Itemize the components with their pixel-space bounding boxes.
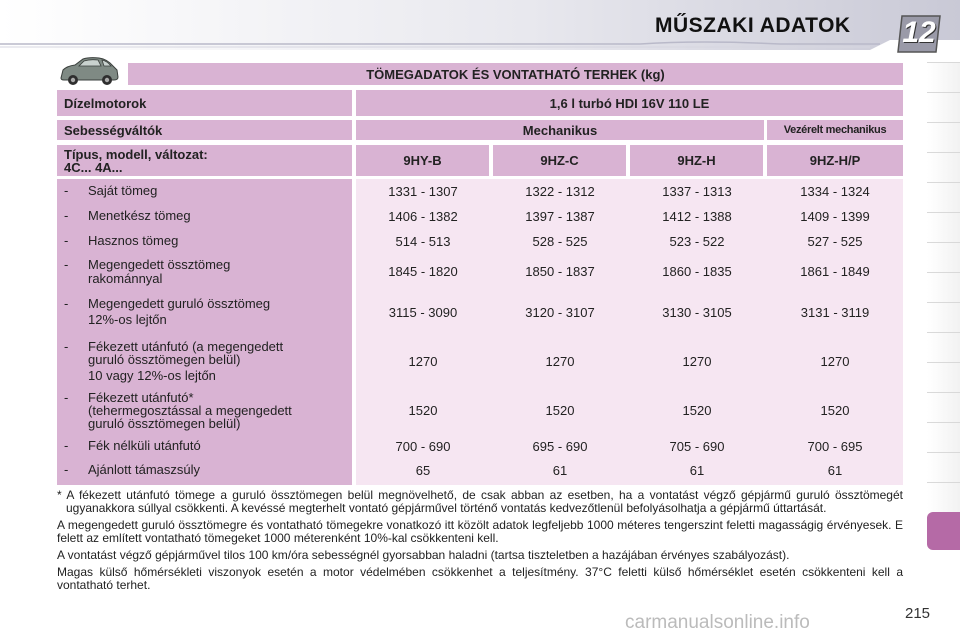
type-label-line: 4C... 4A... — [64, 159, 123, 175]
table-cell: 1520 — [545, 403, 575, 418]
table-title: TÖMEGADATOK ÉS VONTATHATÓ TERHEK (kg) — [128, 63, 903, 85]
table-cell: 65 — [415, 463, 431, 478]
footnote: Magas külső hőmérsékleti viszonyok esetén a motor védelmében csökkenhet a teljesítmény. 37°C feletti külső hőmérséklet esetén csökkenteni kell a vontatható terhet. — [57, 565, 903, 592]
side-tab[interactable] — [927, 482, 960, 512]
column-header: 9HZ-H — [630, 145, 763, 176]
side-tab-strip — [927, 62, 960, 542]
table-cell: 1412 - 1388 — [662, 209, 732, 224]
side-tab-active[interactable] — [927, 512, 960, 550]
table-cell: 514 - 513 — [395, 234, 451, 249]
table-cell: 3115 - 3090 — [388, 305, 458, 320]
side-tab[interactable] — [927, 92, 960, 122]
table-cell: 1270 — [545, 354, 575, 369]
table-cell: 3131 - 3119 — [800, 305, 870, 320]
table-cell: 1520 — [682, 403, 712, 418]
table-cell: 1322 - 1312 — [525, 184, 595, 199]
table-cell: 61 — [827, 463, 843, 478]
table-cell: 1334 - 1324 — [800, 184, 870, 199]
table-cell: 3130 - 3105 — [662, 305, 732, 320]
table-cell: 1520 — [820, 403, 850, 418]
type-label-line: Típus, modell, változat: — [64, 146, 208, 162]
table-cell: 700 - 695 — [807, 439, 863, 454]
footnotes — [57, 489, 903, 596]
table-cell: 1520 — [408, 403, 438, 418]
side-tab[interactable] — [927, 272, 960, 302]
side-tab[interactable] — [927, 452, 960, 482]
table-cell: 1337 - 1313 — [662, 184, 732, 199]
chapter-title: MŰSZAKI ADATOK — [655, 14, 851, 37]
table-cell: 1331 - 1307 — [388, 184, 458, 199]
table-cell: 695 - 690 — [532, 439, 588, 454]
table-cell: 705 - 690 — [669, 439, 725, 454]
side-tab[interactable] — [927, 62, 960, 92]
table-cell: 61 — [689, 463, 705, 478]
table-cell: 1409 - 1399 — [800, 209, 870, 224]
table-cell: 1845 - 1820 — [388, 264, 458, 279]
table-cell: 1860 - 1835 — [662, 264, 732, 279]
table-cell: 523 - 522 — [669, 234, 725, 249]
side-tab[interactable] — [927, 152, 960, 182]
engine-label: Dízelmotorok — [57, 90, 352, 116]
side-tab[interactable] — [927, 422, 960, 452]
column-header: 9HZ-C — [493, 145, 626, 176]
side-tab[interactable] — [927, 122, 960, 152]
gearbox-label: Sebességváltók — [57, 120, 352, 140]
engine-value: 1,6 l turbó HDI 16V 110 LE — [356, 90, 903, 116]
table-cell: 1850 - 1837 — [525, 264, 595, 279]
table-cell: 1406 - 1382 — [388, 209, 458, 224]
side-tab[interactable] — [927, 212, 960, 242]
side-tab[interactable] — [927, 242, 960, 272]
column-header: 9HZ-H/P — [767, 145, 903, 176]
column-header: 9HY-B — [356, 145, 489, 176]
watermark: carmanualsonline.info — [625, 612, 810, 633]
side-tab[interactable] — [927, 332, 960, 362]
car-icon — [57, 56, 121, 86]
footnote: A vontatást végző gépjárművel tilos 100 km/óra sebességnél gyorsabban haladni (tartsa tiszteletben a hazájában érvényes szabályozást). — [57, 548, 790, 562]
gearbox-manual: Mechanikus — [356, 120, 764, 140]
footnote: A megengedett guruló össztömegre és vontatható tömegekre vonatkozó itt közölt adatok legfeljebb 1000 méteres tengerszint feletti magasságig érvényesek. E felett az említett vontatható tömegeket 1000 méterenként 10%-kal csökkenteni kell. — [57, 518, 903, 545]
table-cell: 1270 — [408, 354, 438, 369]
table-cell: 1861 - 1849 — [800, 264, 870, 279]
table-cell: 700 - 690 — [395, 439, 451, 454]
table-cell: 1397 - 1387 — [525, 209, 595, 224]
gearbox-auto: Vezérelt mechanikus — [767, 120, 903, 140]
chapter-badge — [896, 14, 942, 54]
chapter-number: 12 — [902, 16, 936, 49]
page-number: 215 — [905, 605, 931, 622]
table-cell: 3120 - 3107 — [525, 305, 595, 320]
table-cell: 1270 — [682, 354, 712, 369]
side-tab[interactable] — [927, 302, 960, 332]
table-cell: 527 - 525 — [807, 234, 863, 249]
table-cell: 528 - 525 — [532, 234, 588, 249]
side-tab[interactable] — [927, 182, 960, 212]
footnote: * A fékezett utánfutó tömege a guruló össztömegen belül megnövelhető, de csak abban az esetben, ha a vontatást végző gépjármű guruló össztömegét ugyanakkora súllyal csökkenti. A kevéssé megterhelt vontató gépjárművel történő vontatás kedvezőtlenül befolyásolhatja a gépjármű úttartását. — [57, 488, 903, 515]
type-label — [57, 145, 352, 176]
table-cell: 61 — [552, 463, 568, 478]
side-tab[interactable] — [927, 362, 960, 392]
table-cell: 1270 — [820, 354, 850, 369]
side-tab[interactable] — [927, 392, 960, 422]
